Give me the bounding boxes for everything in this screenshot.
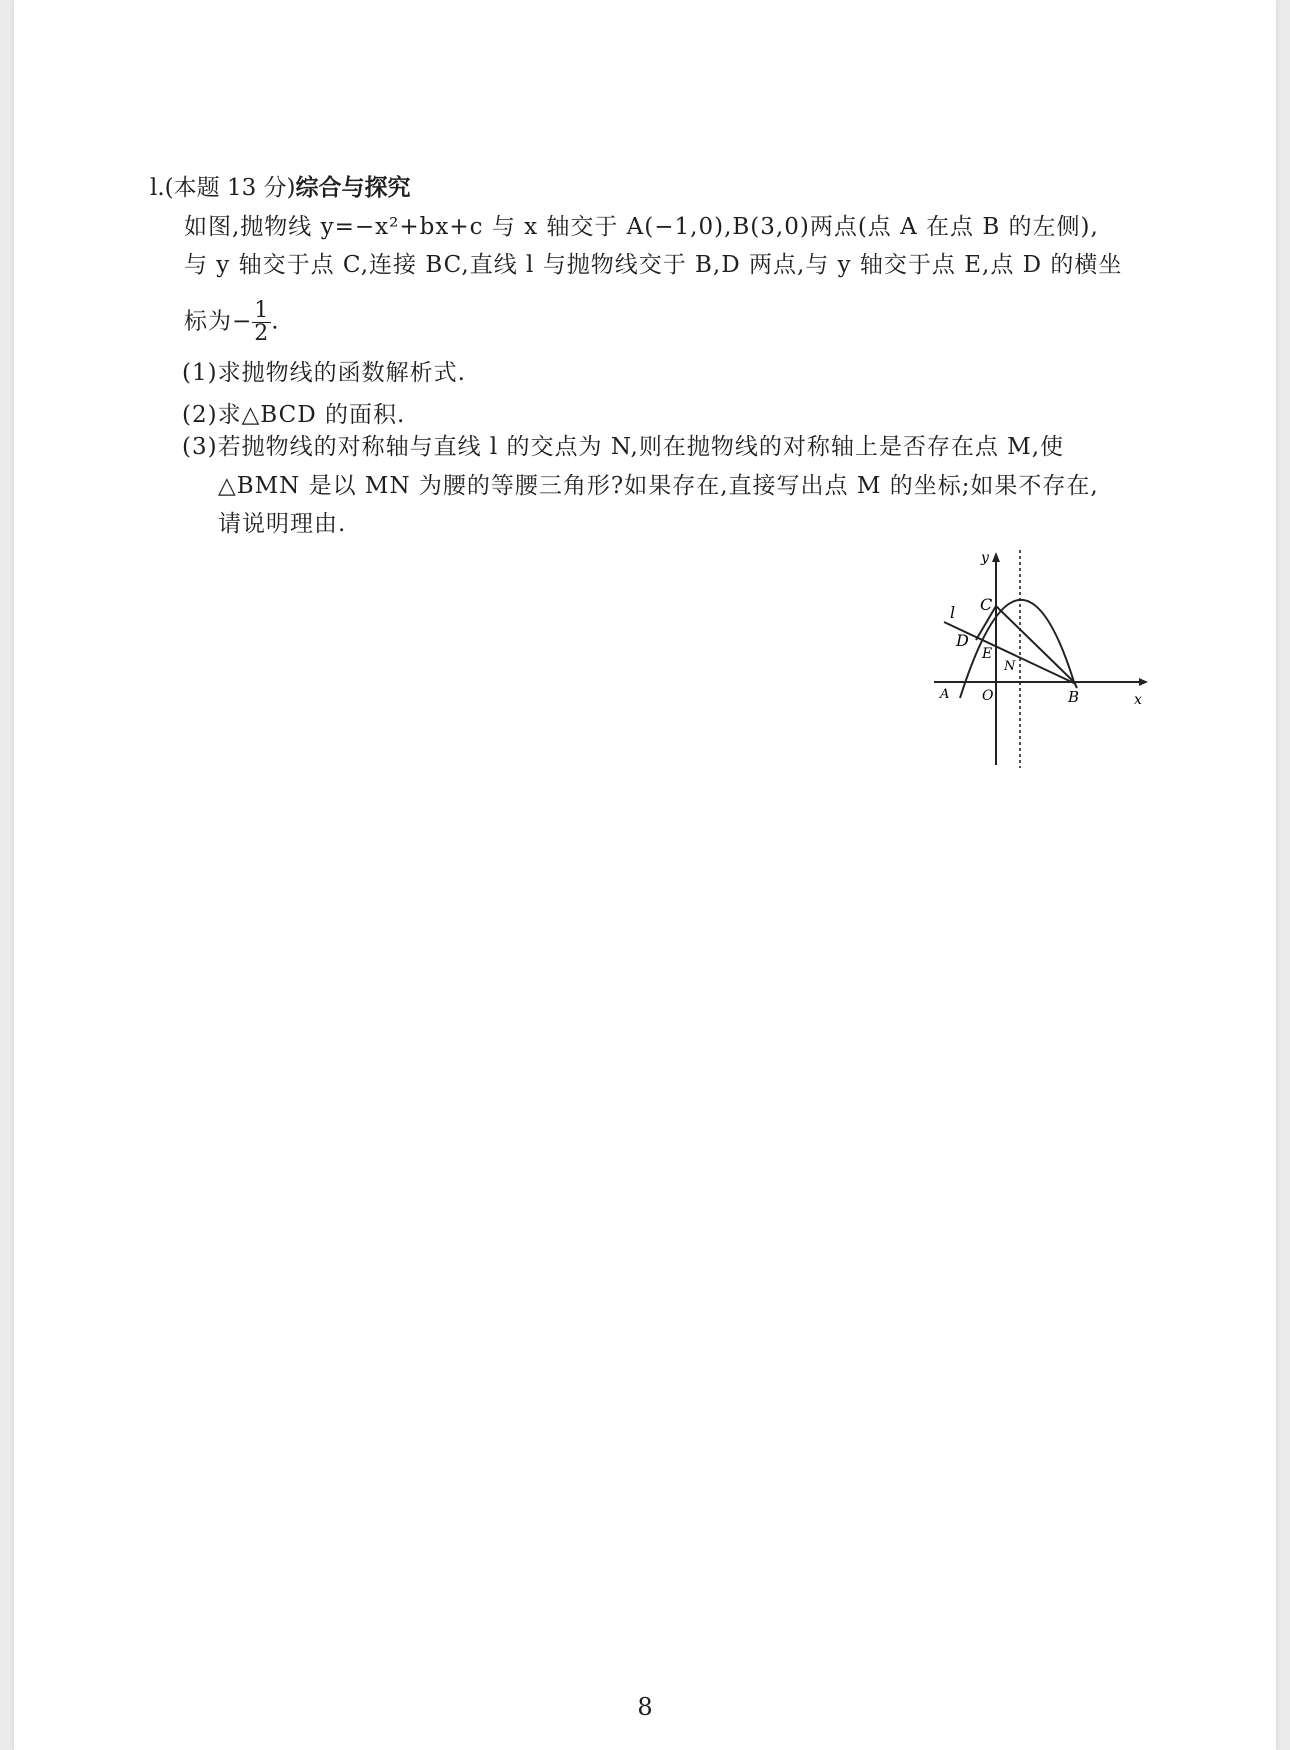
fraction-numerator: 1 [254,298,270,323]
label-e: E [982,646,993,662]
stem-line-3-prefix: 标为− [184,308,253,335]
label-b: B [1068,688,1080,706]
question-header [150,168,411,208]
part-3-line-2: △BMN 是以 MN 为腰的等腰三角形?如果存在,直接写出点 M 的坐标;如果不存在, [218,473,1099,499]
question-points: (本题 13 分) [164,175,296,201]
parabola-curve [960,600,1077,698]
question-title: 综合与探究 [295,175,411,201]
label-a: A [940,687,950,702]
stem-line-2: 与 y 轴交于点 C,连接 BC,直线 l 与抛物线交于 B,D 两点,与 y 轴交于点 E,点 D 的横坐 [184,252,1123,278]
x-axis-arrow [1139,678,1148,686]
question-number: l. [150,175,165,201]
part-3-line-3: 请说明理由. [218,511,347,537]
label-x: x [1134,692,1142,708]
fraction [252,300,271,345]
label-c: C [980,595,993,614]
parabola-figure [924,540,1154,770]
y-axis-arrow [992,552,1000,562]
part-1: (1)求抛物线的函数解析式. [182,360,466,386]
stem-line-1: 如图,抛物线 y=−x²+bx+c 与 x 轴交于 A(−1,0),B(3,0)两点(点 A 在点 B 的左侧), [184,214,1099,240]
stem-line-3 [184,300,1174,345]
label-d: D [956,631,969,650]
stem-line-3-suffix: . [271,308,280,335]
part-2: (2)求△BCD 的面积. [182,402,406,428]
document-page [14,0,1276,1750]
label-y: y [981,550,989,566]
fraction-denominator: 2 [254,321,270,346]
part-3-line-1: (3)若抛物线的对称轴与直线 l 的交点为 N,则在抛物线的对称轴上是否存在点 M,使 [182,434,1065,460]
label-n: N [1004,659,1016,674]
page-number: 8 [637,1693,653,1721]
label-o: O [982,688,994,704]
label-l: l [950,603,956,622]
